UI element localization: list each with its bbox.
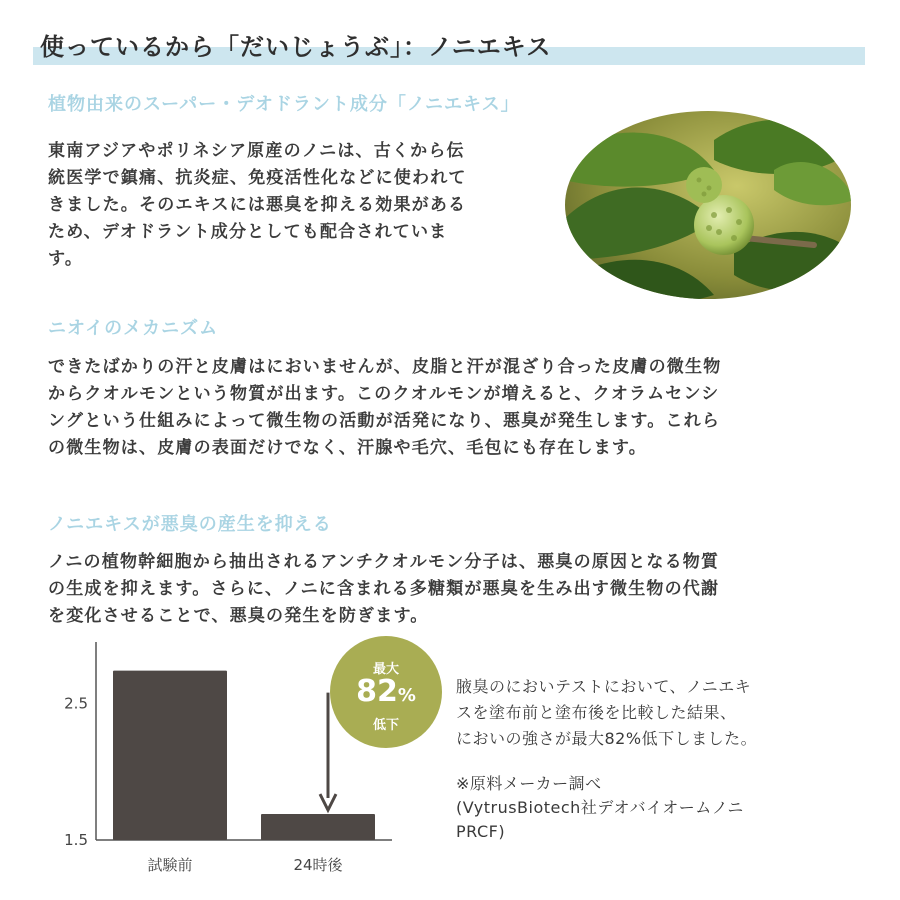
section-heading-noni-suppression: ノニエキスが悪臭の産生を抑える [48, 514, 332, 535]
text-line: 東南アジアやポリネシア原産のノニは、古くから伝 [48, 141, 465, 161]
badge-number: 82 [356, 674, 398, 709]
badge-reduction-label: 低下 [372, 718, 399, 733]
text-line: を変化させることで、悪臭の発生を防ぎます。 [48, 606, 429, 626]
text-line: PRCF) [456, 822, 506, 841]
text-line: からクオルモンという物質が出ます。このクオルモンが増えると、クオラムセンシ [48, 384, 720, 404]
text-line: (VytrusBiotech社デオバイオームノニ [456, 798, 744, 817]
section-text-odor-mechanism [48, 354, 868, 462]
x-tick-label: 24時後 [293, 856, 343, 874]
badge-max-label: 最大 [372, 662, 399, 677]
text-line: 統医学で鎮痛、抗炎症、免疫活性化などに使われて [48, 168, 467, 188]
text-line: できたばかりの汗と皮膚はにおいませんが、皮脂と汗が混ざり合った皮膚の微生物 [48, 357, 722, 377]
test-result-text [456, 674, 866, 752]
y-tick-label: 1.5 [64, 831, 88, 849]
reduction-badge [330, 636, 442, 748]
badge-unit: % [397, 685, 416, 706]
text-line: スを塗布前と塗布後を比較した結果、 [456, 703, 737, 722]
source-note [456, 772, 856, 844]
section-heading-noni-extract: 植物由来のスーパー・デオドラント成分「ノニエキス」 [48, 94, 520, 115]
text-line: の微生物は、皮膚の表面だけでなく、汗腺や毛穴、毛包にも存在します。 [48, 438, 647, 458]
text-line: す。 [48, 249, 84, 269]
text-line: においの強さが最大82%低下しました。 [456, 729, 758, 748]
section-text-noni-extract [48, 138, 558, 273]
text-line: ノニの植物幹細胞から抽出されるアンチクオルモン分子は、悪臭の原因となる物質 [48, 552, 720, 572]
badge-value [330, 674, 442, 709]
text-line: の生成を抑えます。さらに、ノニに含まれる多糖類が悪臭を生み出す微生物の代謝 [48, 579, 720, 599]
text-line: ングという仕組みによって微生物の活動が活発になり、悪臭が発生します。これら [48, 411, 721, 431]
text-line: ※原料メーカー調べ [456, 774, 602, 793]
x-tick-label: 試験前 [147, 856, 193, 874]
noni-fruit-photo [564, 110, 852, 300]
y-tick-label: 2.5 [64, 694, 88, 713]
section-text-noni-suppression [48, 549, 868, 630]
text-line: ため、デオドラント成分としても配合されていま [48, 222, 448, 242]
bar-1 [113, 671, 227, 840]
page-title: 使っているから「だいじょうぶ」：ノニエキス [40, 33, 552, 61]
text-line: きました。そのエキスには悪臭を抑える効果がある [48, 195, 467, 215]
section-heading-odor-mechanism: ニオイのメカニズム [48, 318, 219, 339]
text-line: 腋臭のにおいテストにおいて、ノニエキ [456, 677, 752, 696]
bar-2 [261, 814, 375, 840]
